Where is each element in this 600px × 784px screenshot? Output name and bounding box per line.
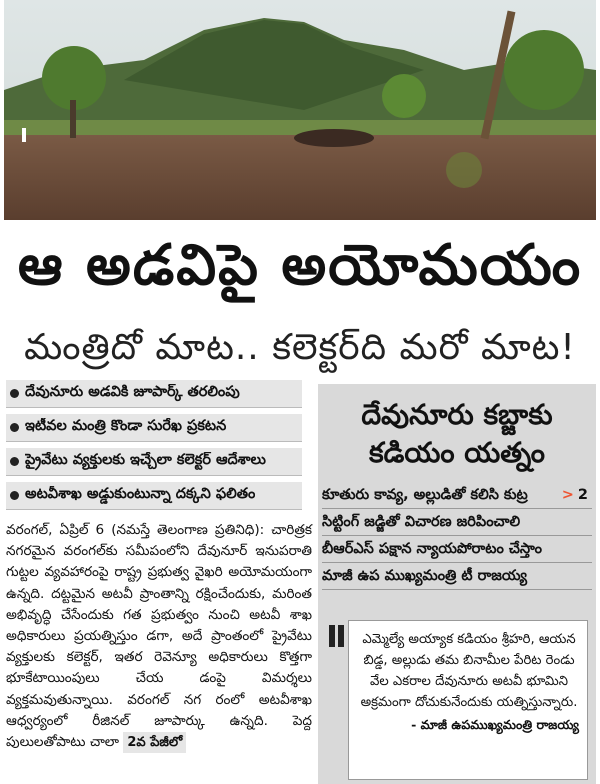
bullet-text: అటవీశాఖ అడ్డుకుంటున్నా దక్కని ఫలితం <box>25 485 256 502</box>
bullet-list <box>6 380 302 514</box>
subheadline <box>0 324 600 380</box>
bullet-dot-icon <box>10 389 19 398</box>
sidebar-line-text: మాజీ ఉప ముఖ్యమంత్రి టీ రాజయ్య <box>322 568 527 584</box>
sidebar-title-line: దేవునూరు కబ్జాకు <box>361 398 553 431</box>
sidebar-title <box>318 384 596 472</box>
landscape-photo <box>4 0 596 220</box>
sidebar-line-text: కూతురు కావ్య, అల్లుడితో కలిసి కుట్ర <box>322 487 528 503</box>
bullet-dot-icon <box>10 423 19 432</box>
continued-page-link[interactable]: 2వ పేజీలో <box>123 732 186 753</box>
subheadline-text: మంత్రిదో మాట.. కలెక్టర్‌ది మరో మాట! <box>24 327 576 368</box>
hill-landscape-icon <box>4 0 596 220</box>
sidebar-line-text: సిట్టింగ్‌ జడ్జితో విచారణ జరిపించాలి <box>322 514 521 530</box>
bullet-dot-icon <box>10 457 19 466</box>
headline-text: ఆ అడవిపై అయోమయం <box>17 232 583 298</box>
quote-mark-icon <box>327 623 347 649</box>
bullet-dot-icon <box>10 491 19 500</box>
sidebar-line <box>322 509 592 536</box>
bullet-item <box>6 414 302 442</box>
quote-attribution: - మాజీ ఉపముఖ్యమంత్రి రాజయ్య <box>411 717 579 732</box>
article-text: చారిత్రక నగరమైన వరంగల్‌కు సమీపంలోని దేవునూర్‌ ఇనుపరాతి గుట్టల వ్యవహారంపై రాష్ట్ర ప్రభుత్వ వైఖరి అయోమయంగా ఉన్నది. దట్టమైన అటవీ ప్రాంతాన్ని రక్షించేందుకు, మరింత అభివృద్ధి చేసేందుకు గత ప్రభుత్వం నుంచి అటవీ శాఖ అధికారులు ప్రయత్నిస్తుం డగా, అదే ప్రాంతంలో ప్రైవేటు వ్యక్తులకు కలెక్టర్‌, ఇతర రెవెన్యూ అధికారులు కొత్తగా భూకేటాయింపులు చేయ డంపై విమర్శలు వ్యక్తమవుతున్నాయి. వరంగల్‌ నగ రంలో అటవీశాఖ ఆధ్వర్యంలో రీజినల్‌ జూపార్కు ఉన్నది. పెద్ద పులులతోపాటు చాలా <box>6 522 313 751</box>
chevron-right-icon: > <box>561 487 574 503</box>
bullet-item <box>6 380 302 408</box>
article-dateline: వరంగల్‌, ఏప్రిల్‌ 6 (నమస్తే తెలంగాణ ప్రతినిధి): <box>6 522 265 538</box>
bullet-text: ప్రైవేటు వ్యక్తులకు ఇచ్చేలా కలెక్టర్‌ ఆదేశాలు <box>25 451 266 468</box>
headline <box>0 222 600 322</box>
sidebar-line-text: బీఆర్‌ఎస్‌ పక్షాన న్యాయపోరాటం చేస్తాం <box>322 541 542 557</box>
sidebar-line <box>322 482 592 509</box>
sidebar-title-line: కడియం యత్నం <box>369 436 545 469</box>
bullet-text: ఇటీవల మంత్రి కొండా సురేఖ ప్రకటన <box>25 417 227 434</box>
page-ref[interactable]: > 2 <box>561 487 588 503</box>
sidebar-line <box>322 563 592 590</box>
bullet-item <box>6 482 302 510</box>
quote-box <box>348 620 588 780</box>
sidebar-lines <box>318 482 596 590</box>
bullet-text: దేవునూరు అడవికి జూపార్క్‌ తరలింపు <box>25 383 240 400</box>
bullet-item <box>6 448 302 476</box>
article-body <box>6 520 312 784</box>
sidebar-line <box>322 536 592 563</box>
quote-text: ఎమ్మెల్యే అయ్యాక కడియం శ్రీహరి, ఆయన బిడ్డ, అల్లుడు తమ బినామీల పేరిట రెండు వేల ఎకరాల దేవునూరు అటవీ భూమిని అక్రమంగా దోచుకునేందుకు యత్నిస్తున్నారు. <box>360 632 578 710</box>
